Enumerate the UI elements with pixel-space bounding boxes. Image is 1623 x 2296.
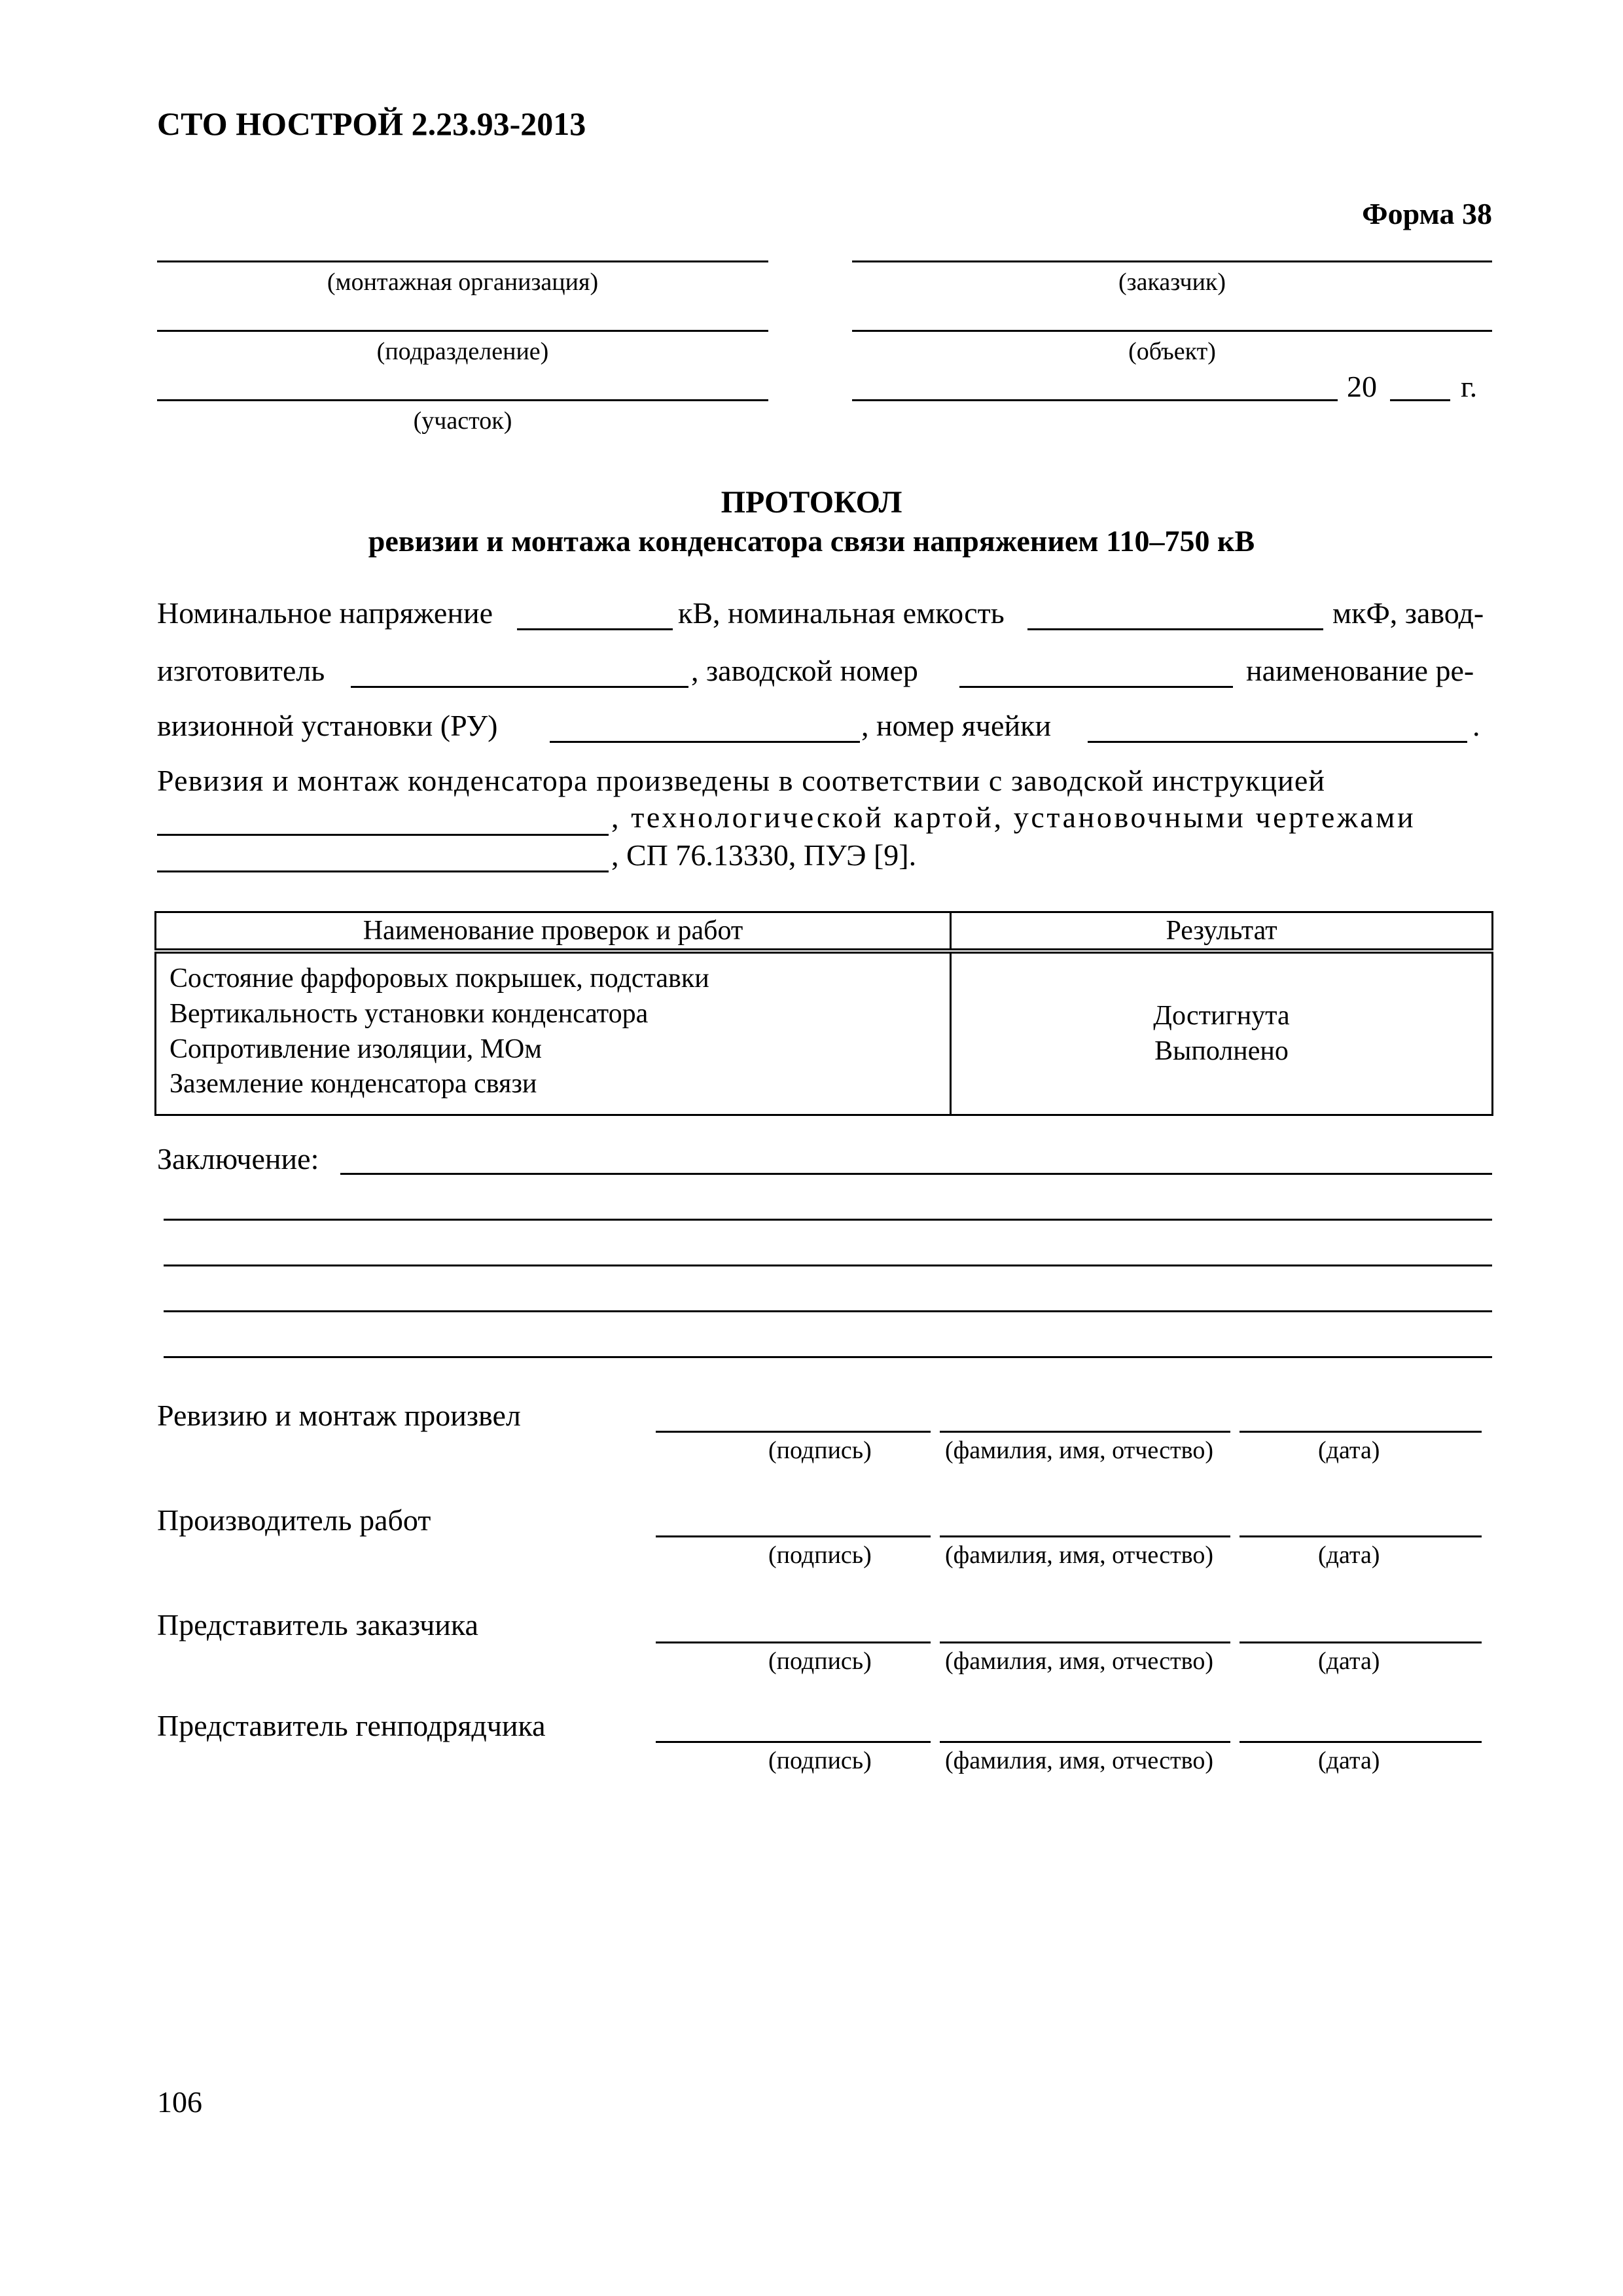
unit-name-label: наименование ре- (1246, 654, 1474, 687)
conclusion-line-1[interactable] (340, 1173, 1492, 1175)
instruction-field[interactable] (157, 834, 609, 836)
table-header-row (156, 912, 1493, 952)
date-field[interactable] (1240, 1641, 1482, 1643)
signature-caption: (подпись) (768, 1541, 872, 1569)
date-field-line[interactable] (852, 399, 1338, 401)
page-number: 106 (157, 2085, 202, 2119)
result-item: Выполнено (1154, 1035, 1289, 1066)
org-caption: (монтажная организация) (327, 268, 599, 296)
conclusion-line-3[interactable] (164, 1265, 1492, 1266)
header-result: Результат (951, 912, 1493, 952)
cell-number-field[interactable] (1088, 741, 1467, 743)
signature-field[interactable] (656, 1641, 931, 1643)
nominal-voltage-label: Номинальное напряжение (157, 596, 493, 630)
full-name-field[interactable] (940, 1535, 1230, 1537)
date-caption: (дата) (1318, 1437, 1380, 1464)
list-item: Сопротивление изоляции, МОм (169, 1033, 542, 1064)
conclusion-line-4[interactable] (164, 1310, 1492, 1312)
full-name-field[interactable] (940, 1431, 1230, 1433)
protocol-subtitle: ревизии и монтажа конденсатора связи напряжением 110–750 кВ (368, 524, 1255, 558)
nominal-voltage-field[interactable] (517, 628, 673, 630)
full-name-caption: (фамилия, имя, отчество) (945, 1437, 1214, 1464)
full-name-caption: (фамилия, имя, отчество) (945, 1747, 1214, 1774)
basis-line-3: , СП 76.13330, ПУЭ [9]. (611, 838, 917, 872)
signature-label-performed: Ревизию и монтаж произвел (157, 1399, 521, 1432)
date-caption: (дата) (1318, 1647, 1380, 1675)
basis-line-2: , технологической картой, установочными чертежами (611, 800, 1416, 834)
period: . (1472, 709, 1480, 742)
customer-caption: (заказчик) (1118, 268, 1226, 296)
signature-label-customer-rep: Представитель заказчика (157, 1608, 478, 1641)
object-caption: (объект) (1128, 338, 1216, 365)
form-number: Форма 38 (1362, 197, 1492, 230)
object-field-line[interactable] (852, 330, 1492, 332)
signature-caption: (подпись) (768, 1647, 872, 1675)
year-prefix: 20 (1347, 370, 1377, 403)
protocol-title: ПРОТОКОЛ (721, 485, 902, 520)
list-item: Заземление конденсатора связи (169, 1069, 537, 1100)
result-item: Достигнута (1153, 1000, 1290, 1031)
list-item: Вертикальность установки конденсатора (169, 998, 649, 1029)
signature-label-work-manager: Производитель работ (157, 1503, 431, 1537)
customer-field-line[interactable] (852, 260, 1492, 262)
year-suffix: г. (1461, 370, 1478, 403)
division-field-line[interactable] (157, 330, 768, 332)
conclusion-label: Заключение: (157, 1142, 319, 1175)
revision-unit-label: визионной установки (РУ) (157, 709, 498, 742)
date-field[interactable] (1240, 1431, 1482, 1433)
date-caption: (дата) (1318, 1747, 1380, 1774)
checks-table (154, 911, 1493, 1116)
checks-list-cell (156, 951, 951, 1115)
site-field-line[interactable] (157, 399, 768, 401)
division-caption: (подразделение) (376, 338, 549, 365)
header-checks: Наименование проверок и работ (156, 912, 951, 952)
signature-field[interactable] (656, 1741, 931, 1743)
microfarad-label: мкФ, завод- (1332, 596, 1484, 630)
year-field-line[interactable] (1390, 399, 1450, 401)
cell-number-label: , номер ячейки (861, 709, 1052, 742)
manufacturer-label: изготовитель (157, 654, 325, 687)
signature-field[interactable] (656, 1535, 931, 1537)
serial-number-label: , заводской номер (691, 654, 918, 687)
full-name-field[interactable] (940, 1741, 1230, 1743)
serial-number-field[interactable] (959, 686, 1233, 688)
org-field-line[interactable] (157, 260, 768, 262)
table-row (156, 951, 1493, 1115)
results-cell[interactable] (951, 951, 1493, 1115)
date-field[interactable] (1240, 1535, 1482, 1537)
signature-field[interactable] (656, 1431, 931, 1433)
nominal-capacity-label: кВ, номинальная емкость (678, 596, 1005, 630)
full-name-caption: (фамилия, имя, отчество) (945, 1541, 1214, 1569)
basis-line-1: Ревизия и монтаж конденсатора произведены в соответствии с заводской инструкцией (157, 764, 1326, 797)
manufacturer-field[interactable] (351, 686, 688, 688)
site-caption: (участок) (413, 407, 512, 435)
signature-caption: (подпись) (768, 1437, 872, 1464)
conclusion-line-2[interactable] (164, 1219, 1492, 1221)
full-name-field[interactable] (940, 1641, 1230, 1643)
full-name-caption: (фамилия, имя, отчество) (945, 1647, 1214, 1675)
list-item: Состояние фарфоровых покрышек, подставки (169, 963, 709, 994)
conclusion-line-5[interactable] (164, 1356, 1492, 1358)
revision-unit-field[interactable] (550, 741, 860, 743)
date-field[interactable] (1240, 1741, 1482, 1743)
document-code: СТО НОСТРОЙ 2.23.93-2013 (157, 105, 586, 142)
date-caption: (дата) (1318, 1541, 1380, 1569)
signature-label-general-contractor-rep: Представитель генподрядчика (157, 1709, 546, 1742)
nominal-capacity-field[interactable] (1027, 628, 1323, 630)
signature-caption: (подпись) (768, 1747, 872, 1774)
drawings-field[interactable] (157, 870, 609, 872)
